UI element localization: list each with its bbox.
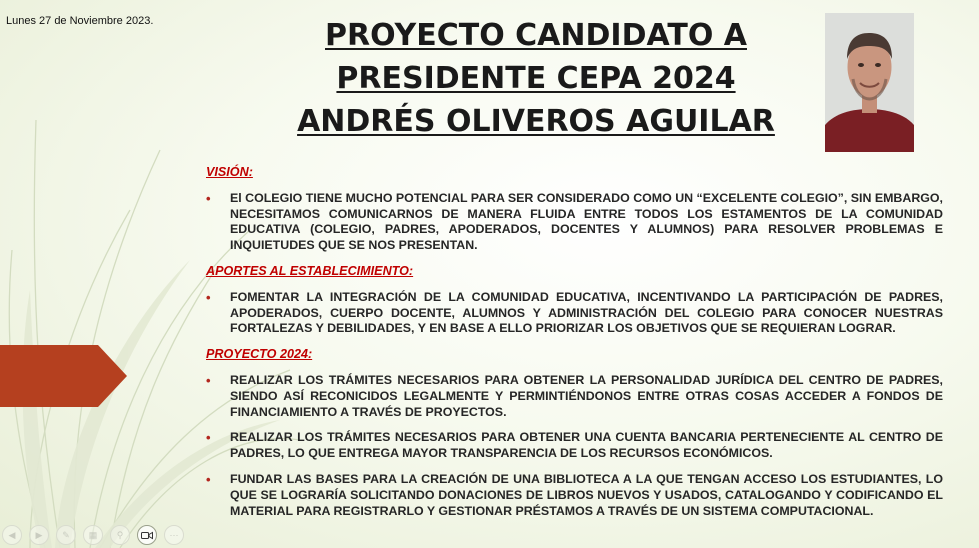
previous-icon[interactable]: ◀ [2, 525, 22, 545]
play-icon[interactable]: ▶ [29, 525, 49, 545]
section-heading-aportes: APORTES AL ESTABLECIMIENTO: [206, 263, 414, 278]
slideshow-toolbar [2, 524, 184, 546]
slide-title [296, 14, 776, 143]
bullet-text: FUNDAR LAS BASES PARA LA CREACIÓN DE UNA BIBLIOTECA A LA QUE TENGAN ACCESO LOS ESTUDIANTES, LO QUE SE LOGRARÍA SOLICITANDO DONACIONES DE LIBROS NUEVOS Y USADOS, CATALOGANDO Y CODIFICANDO EL MATERIAL PARA REGISTRARLO Y GESTIONAR PRÉSTAMOS A TRAVÉS DE UN SISTEMA COMPUTACIONAL. [230, 471, 943, 518]
bullet-text: REALIZAR LOS TRÁMITES NECESARIOS PARA OBTENER LA PERSONALIDAD JURÍDICA DEL CENTRO DE PADRES, SIENDO ASÍ RECONICIDOS LEGALMENTE Y PERMINTIÉNDONOS ENTRE OTRAS COSAS ACCEDER A FONDOS DE FINANCIAMIENTO A TRAVÉS DE PROYECTOS. [230, 372, 943, 419]
bullet-text: El COLEGIO TIENE MUCHO POTENCIAL PARA SER CONSIDERADO COMO UN “EXCELENTE COLEGIO”, SIN EMBARGO, NECESITAMOS COMUNICARNOS DE MANERA FLUIDA ENTRE TODOS LOS ESTAMENTOS DE LA COMUNIDAD EDUCATIVA (COLEGIO, PADRES, APODERADOS, DOCENTES Y ALUMNOS) PARA RESOLVER PROBLEMAS E INQUIETUDES QUE SE NOS PRESENTAN. [230, 190, 943, 253]
bullet-text: REALIZAR LOS TRÁMITES NECESARIOS PARA OBTENER UNA CUENTA BANCARIA PERTENECIENTE AL CENTRO DE PADRES, LO QUE ENTREGA MAYOR TRANSPARENCIA DE LOS RECURSOS ECONÓMICOS. [230, 430, 943, 461]
bullet-item [206, 430, 943, 462]
slide-date: Lunes 27 de Noviembre 2023. [6, 15, 154, 27]
section-heading-proyecto: PROYECTO 2024: [206, 347, 313, 362]
title-line-3: ANDRÉS OLIVEROS AGUILAR [297, 104, 775, 139]
candidate-photo [825, 13, 914, 152]
camera-icon[interactable] [137, 525, 157, 545]
title-line-2: PRESIDENTE CEPA 2024 [336, 61, 736, 96]
bullet-item [206, 472, 943, 519]
bullet-icon: • [206, 289, 211, 305]
slide-body [206, 165, 943, 529]
bullet-icon: • [206, 471, 211, 487]
section-heading-vision: VISIÓN: [206, 165, 253, 179]
bullet-item [206, 290, 943, 337]
bullet-icon: • [206, 190, 211, 206]
bullet-icon: • [206, 430, 211, 446]
more-icon[interactable]: ⋯ [164, 525, 184, 545]
title-line-1: PROYECTO CANDIDATO A [325, 18, 747, 53]
pen-icon[interactable]: ✎ [56, 525, 76, 545]
bullet-item [206, 191, 943, 254]
slides-icon[interactable]: ▦ [83, 525, 103, 545]
bullet-text: FOMENTAR LA INTEGRACIÓN DE LA COMUNIDAD EDUCATIVA, INCENTIVANDO LA PARTICIPACIÓN DE PADRES, APODERADOS, CUERPO DOCENTE, ALUMNOS Y ADMINISTRACIÓN DEL COLEGIO PARA CONOCER NUESTRAS FORTALEZAS Y DEBILIDADES, Y EN BASE A ELLO PRIORIZAR LOS OBJETIVOS QUE SE REQUIERAN LOGRAR. [230, 289, 943, 336]
bullet-item [206, 373, 943, 420]
zoom-icon[interactable]: ⚲ [110, 525, 130, 545]
bullet-icon: • [206, 372, 211, 388]
